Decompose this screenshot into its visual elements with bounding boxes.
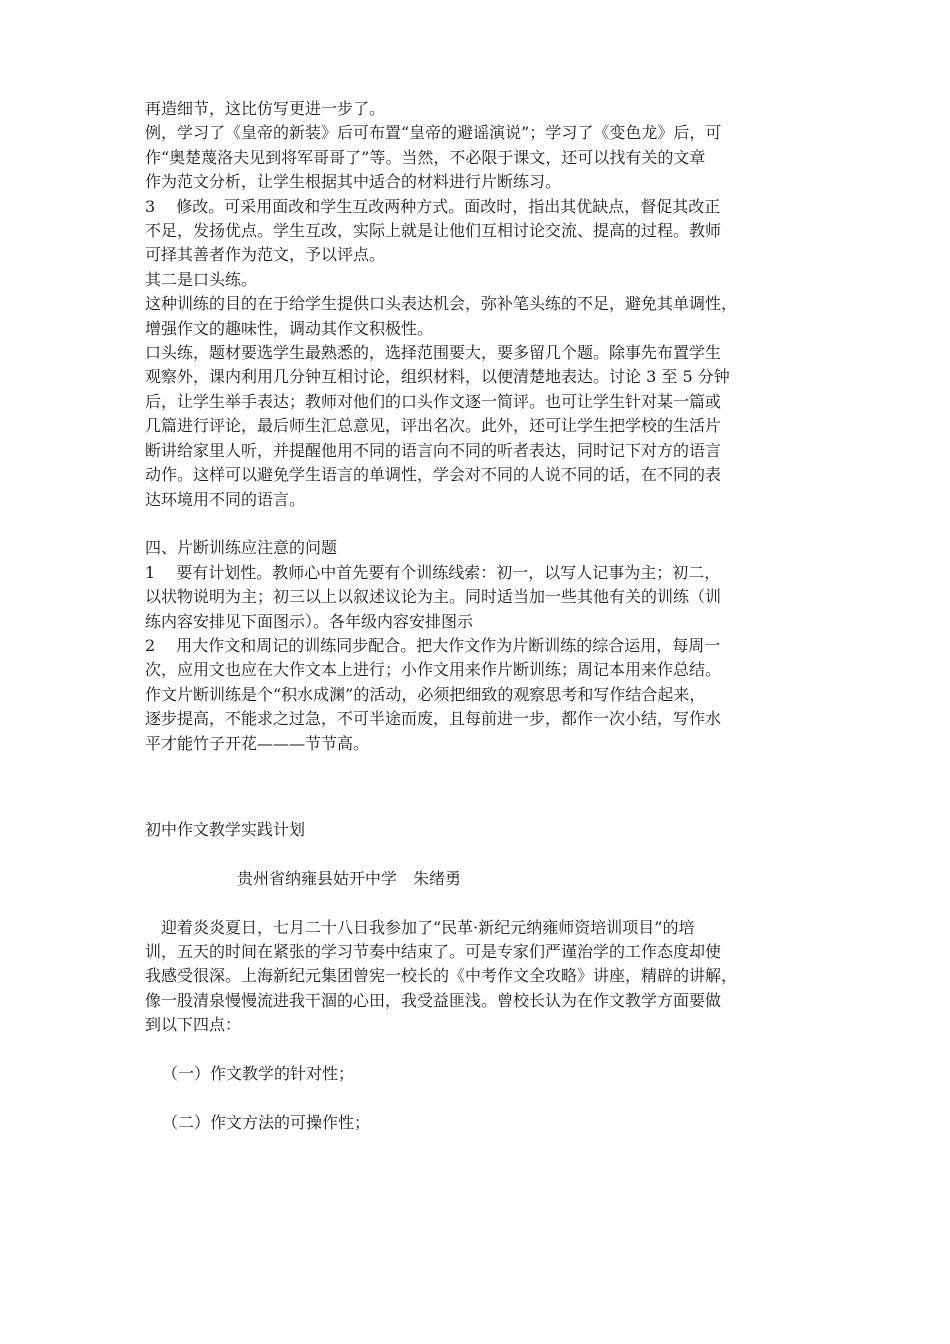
paragraph-line: 其二是口头练。 (145, 269, 258, 289)
blank-line (145, 891, 820, 915)
article-title: 初中作文教学实践计划 (145, 819, 306, 839)
paragraph-line: 练内容安排见下面图示）。各年级内容安排图示 (145, 611, 474, 631)
paragraph-line: 2 用大作文和周记的训练同步配合。把大作文作为片断训练的综合运用，每周一 (145, 635, 721, 655)
paragraph-line: 断讲给家里人听，并提醒他用不同的语言向不同的听者表达，同时记下对方的语言 (145, 440, 722, 460)
blank-line (145, 512, 820, 536)
article (145, 818, 820, 1135)
intro-line: 训，五天的时间在紧张的学习节奏中结束了。可是专家们严谨治学的工作态度却使 (145, 941, 722, 961)
list-item: （一）作文教学的针对性； (162, 1063, 355, 1083)
paragraph-line: 作“奥楚蔑洛夫见到将军哥哥了”等。当然，不必限于课文，还可以找有关的文章 (145, 147, 706, 167)
paragraph-line: 以状物说明为主；初三以上以叙述议论为主。同时适当加一些其他有关的训练（训 (145, 587, 722, 607)
blank-line (145, 842, 820, 866)
paragraph-line: 观察外，课内利用几分钟互相讨论，组织材料，以便清楚地表达。讨论 3 至 5 分钟 (145, 367, 730, 387)
paragraph-line: 次，应用文也应在大作文本上进行；小作文用来作片断训练；周记本用来作总结。 (145, 660, 722, 680)
section-heading: 四、片断训练应注意的问题 (145, 538, 338, 558)
paragraph-line: 几篇进行评论，最后师生汇总意见，评出名次。此外，还可让学生把学校的生活片 (145, 416, 722, 436)
paragraph-line: 不足，发扬优点。学生互改，实际上就是让他们互相讨论交流、提高的过程。教师 (145, 221, 722, 241)
paragraph-line: 平才能竹子开花———节节高。 (145, 733, 370, 753)
paragraph-line: 例，学习了《皇帝的新装》后可布置“皇帝的避谣演说”；学习了《变色龙》后，可 (145, 123, 722, 143)
section-fragment-training (145, 97, 820, 512)
paragraph-line: 作为范文分析，让学生根据其中适合的材料进行片断练习。 (145, 172, 562, 192)
paragraph-line: 增强作文的趣味性，调动其作文积极性。 (145, 318, 434, 338)
paragraph-line: 这种训练的目的在于给学生提供口头表达机会，弥补笔头练的不足，避免其单调性， (145, 294, 738, 314)
intro-line: 到以下四点： (145, 1015, 242, 1035)
paragraph-line: 口头练，题材要选学生最熟悉的，选择范围要大，要多留几个题。除事先布置学生 (145, 343, 722, 363)
paragraph-line: 动作。这样可以避免学生语言的单调性，学会对不同的人说不同的话，在不同的表 (145, 465, 722, 485)
intro-line: 像一股清泉慢慢流进我干涸的心田，我受益匪浅。曾校长认为在作文教学方面要做 (145, 990, 722, 1010)
blank-line (145, 1086, 820, 1110)
paragraph-line: 3 修改。可采用面改和学生互改两种方式。面改时，指出其优缺点，督促其改正 (145, 196, 721, 216)
paragraph-line: 再造细节，这比仿写更进一步了。 (145, 99, 386, 118)
blank-space (145, 756, 820, 806)
paragraph-line: 后，让学生举手表达；教师对他们的口头作文逐一简评。也可让学生针对某一篇或 (145, 391, 722, 411)
paragraph-line: 逐步提高，不能求之过急，不可半途而废，且每前进一步，都作一次小结，写作水 (145, 709, 722, 729)
article-author: 贵州省纳雍县姑开中学 朱绪勇 (237, 868, 462, 888)
paragraph-line: 达环境用不同的语言。 (145, 489, 306, 509)
paragraph-line: 作文片断训练是个“积水成渊”的活动，必须把细致的观察思考和写作结合起来， (145, 684, 706, 704)
paragraph-line: 可择其善者作为范文，予以评点。 (145, 245, 386, 265)
paragraph-line: 1 要有计划性。教师心中首先要有个训练线索：初一，以写人记事为主；初二， (145, 562, 721, 582)
blank-line (145, 1038, 820, 1062)
intro-line: 迎着炎炎夏日，七月二十八日我参加了“民革·新纪元纳雍师资培训项目”的培 (145, 917, 695, 937)
intro-line: 我感受很深。上海新纪元集团曾宪一校长的《中考作文全攻略》讲座，精辟的讲解， (145, 966, 738, 986)
section-notes (145, 536, 820, 756)
list-item: （二）作文方法的可操作性； (162, 1112, 371, 1132)
